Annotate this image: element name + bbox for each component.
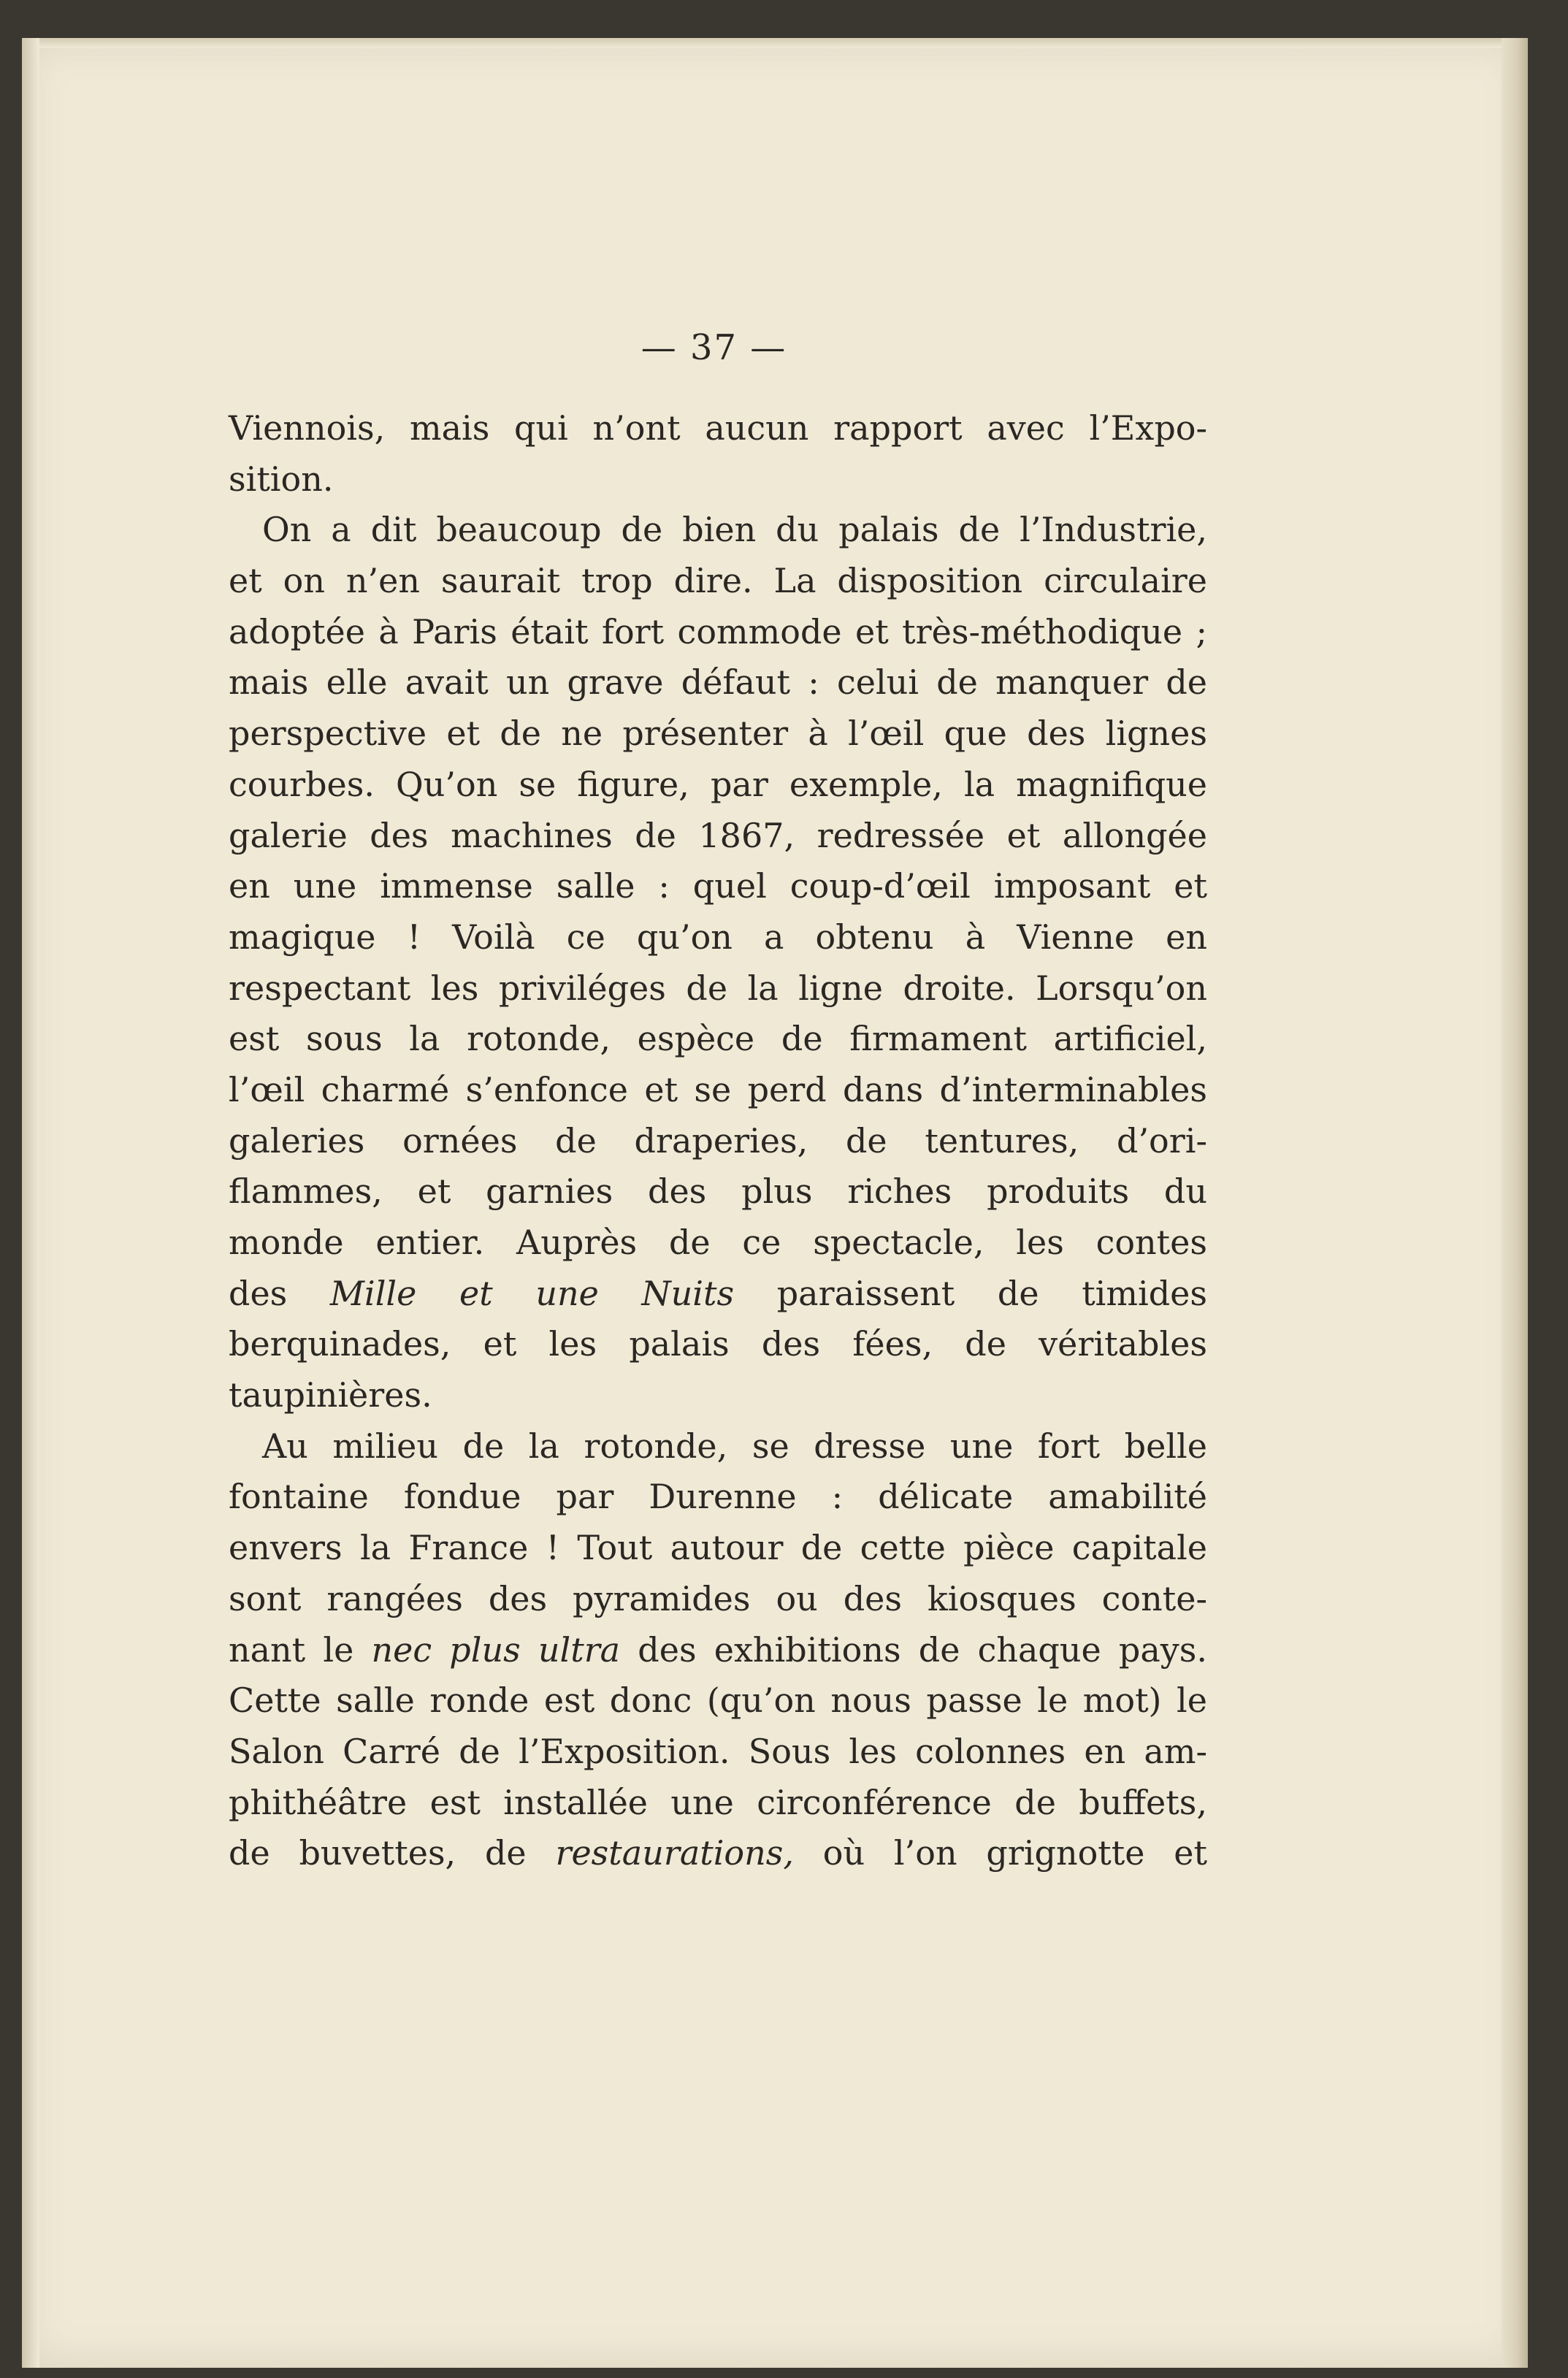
text-line: magique ! Voilà ce qu’on a obtenu à Vienne en bbox=[229, 917, 1207, 957]
italic-phrase: nec plus ultra bbox=[371, 1629, 621, 1670]
text-line: l’œil charmé s’enfonce et se perd dans d’interminables bbox=[229, 1069, 1207, 1109]
text-line: phithéâtre est installée une circonférence de buffets, bbox=[229, 1782, 1207, 1822]
text-line: sition. bbox=[229, 459, 334, 499]
text-segment: paraissent de timides bbox=[734, 1273, 1207, 1313]
text-segment: de buvettes, de bbox=[229, 1833, 556, 1873]
page-fore-edge bbox=[1502, 38, 1528, 2368]
text-line: envers la France ! Tout autour de cette pièce capitale bbox=[229, 1528, 1207, 1568]
text-line: Salon Carré de l’Exposition. Sous les colonnes en am- bbox=[229, 1731, 1207, 1771]
text-line: est sous la rotonde, espèce de firmament artificiel, bbox=[229, 1019, 1207, 1059]
text-line-with-italic bbox=[229, 1828, 1207, 1879]
text-line: Au milieu de la rotonde, se dresse une fort belle bbox=[262, 1426, 1207, 1466]
text-line: galerie des machines de 1867, redressée et allongée bbox=[229, 815, 1207, 855]
text-segment: des bbox=[229, 1273, 330, 1313]
text-segment: nant le bbox=[229, 1629, 372, 1670]
text-line: fontaine fondue par Durenne : délicate amabilité bbox=[229, 1477, 1207, 1517]
text-line: en une immense salle : quel coup-d’œil imposant et bbox=[229, 866, 1207, 906]
text-line-with-italic bbox=[229, 1269, 1207, 1320]
body-text bbox=[229, 403, 1207, 1879]
page-number-text: — 37 — bbox=[640, 327, 787, 368]
text-segment: des exhibitions de chaque pays. bbox=[620, 1629, 1207, 1670]
text-line: taupinières. bbox=[229, 1375, 432, 1415]
text-line-with-italic bbox=[229, 1625, 1207, 1676]
italic-word: restaurations, bbox=[555, 1833, 794, 1873]
page-gutter bbox=[22, 38, 39, 2368]
text-line: flammes, et garnies des plus riches produits du bbox=[229, 1171, 1207, 1212]
page-top-edge bbox=[22, 38, 1528, 48]
text-line: courbes. Qu’on se figure, par exemple, la magnifique bbox=[229, 764, 1207, 804]
text-segment: où l’on grignotte et bbox=[793, 1833, 1207, 1873]
text-line: monde entier. Auprès de ce spectacle, les contes bbox=[229, 1223, 1207, 1262]
italic-title: Mille et une Nuits bbox=[329, 1273, 735, 1313]
text-line: galeries ornées de draperies, de tentures, d’ori- bbox=[229, 1120, 1207, 1161]
text-line: perspective et de ne présenter à l’œil que des lignes bbox=[229, 714, 1207, 754]
text-line: Cette salle ronde est donc (qu’on nous passe le mot) le bbox=[229, 1681, 1207, 1721]
text-line: respectant les priviléges de la ligne droite. Lorsqu’on bbox=[229, 968, 1207, 1008]
text-line: sont rangées des pyramides ou des kiosques conte- bbox=[229, 1578, 1207, 1618]
text-line: et on n’en saurait trop dire. La disposition circulaire bbox=[229, 561, 1207, 601]
text-line: mais elle avait un grave défaut : celui de manquer de bbox=[229, 662, 1207, 703]
text-line: berquinades, et les palais des fées, de véritables bbox=[229, 1324, 1207, 1364]
page-number bbox=[0, 327, 1568, 368]
text-line: On a dit beaucoup de bien du palais de l’Industrie, bbox=[262, 510, 1207, 550]
text-line: Viennois, mais qui n’ont aucun rapport avec l’Expo- bbox=[229, 408, 1207, 448]
text-line: adoptée à Paris était fort commode et très-méthodique ; bbox=[229, 611, 1207, 651]
